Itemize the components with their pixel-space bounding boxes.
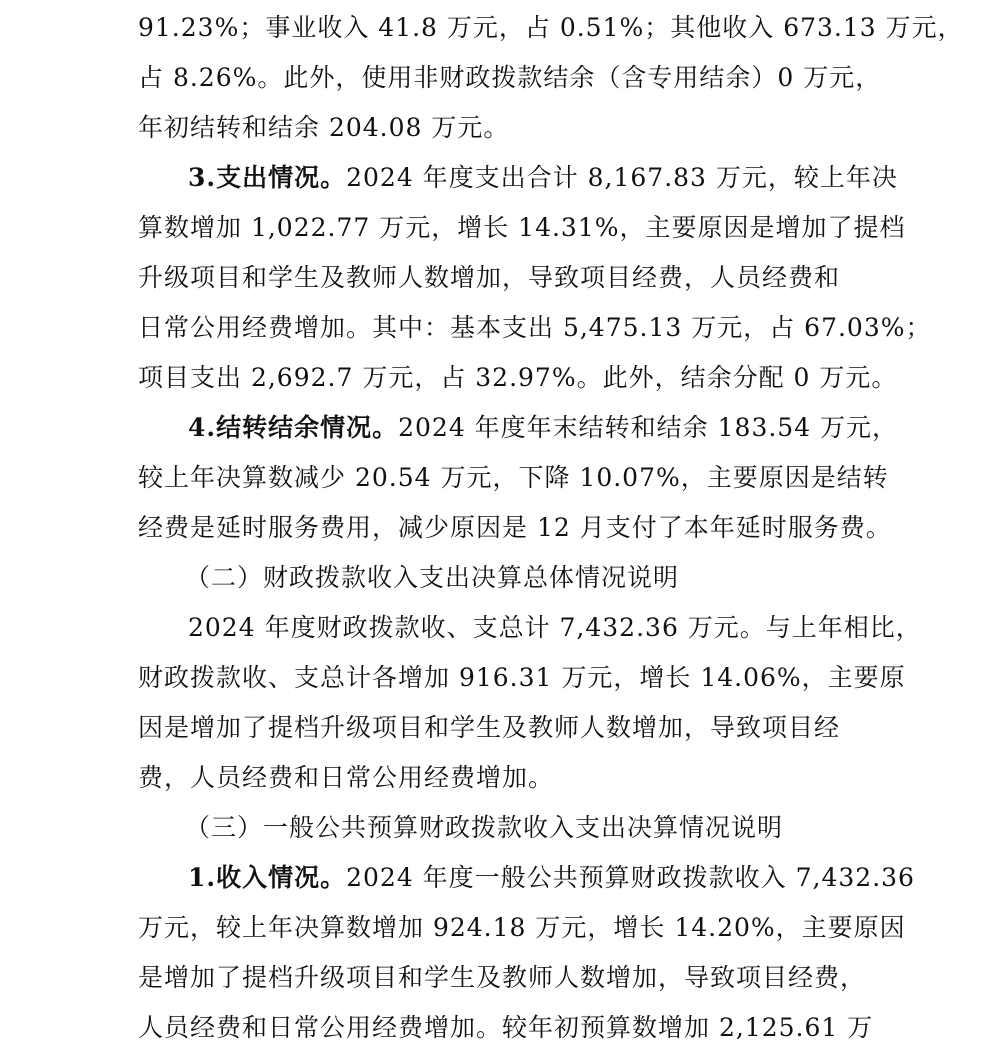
line-text: 升级项目和学生及教师人数增加，导致项目经费，人员经费和 <box>138 263 841 292</box>
line-text: 2024 年度一般公共预算财政拨款收入 7,432.36 <box>346 863 915 892</box>
text-line <box>138 753 878 803</box>
text-line <box>138 203 906 253</box>
line-text: 2024 年度财政拨款收、支总计 7,432.36 万元。与上年相比， <box>188 613 922 642</box>
paragraph-heading-line <box>188 153 928 203</box>
text-line <box>138 253 878 303</box>
line-text: 日常公用经费增加。其中：基本支出 5,475.13 万元，占 67.03%； <box>138 313 932 342</box>
subsection-title <box>185 803 925 853</box>
text-line <box>138 53 882 103</box>
line-text: 占 8.26%。此外，使用非财政拨款结余（含专用结余）0 万元， <box>138 63 882 92</box>
text-line <box>138 653 906 703</box>
text-line <box>138 1003 878 1053</box>
subsection-title <box>185 553 925 603</box>
text-line <box>138 703 878 753</box>
section-heading: 4.结转结余情况。 <box>188 413 399 442</box>
text-line <box>188 603 928 653</box>
paragraph-heading-line <box>188 403 928 453</box>
line-text: 年初结转和结余 204.08 万元。 <box>138 113 510 142</box>
line-text: 因是增加了提档升级项目和学生及教师人数增加，导致项目经 <box>138 713 841 742</box>
text-line <box>138 103 878 153</box>
text-line <box>138 453 889 503</box>
line-text: 财政拨款收、支总计各增加 916.31 万元，增长 14.06%，主要原 <box>138 663 906 692</box>
line-text: 万元，较上年决算数增加 924.18 万元，增长 14.20%，主要原因 <box>138 913 906 942</box>
section-heading: 3.支出情况。 <box>188 163 347 192</box>
text-line <box>138 953 878 1003</box>
line-text: 经费是延时服务费用，减少原因是 12 月支付了本年延时服务费。 <box>138 513 892 542</box>
line-text: 人员经费和日常公用经费增加。较年初预算数增加 2,125.61 万 <box>138 1013 874 1042</box>
line-text: 2024 年度年末结转和结余 183.54 万元， <box>398 413 899 442</box>
line-text: 是增加了提档升级项目和学生及教师人数增加，导致项目经费， <box>138 963 867 992</box>
paragraph-heading-line <box>188 853 928 903</box>
line-text: 91.23%；事业收入 41.8 万元，占 0.51%；其他收入 673.13 万元， <box>138 13 964 42</box>
line-text: 费，人员经费和日常公用经费增加。 <box>138 763 555 792</box>
line-text: （二）财政拨款收入支出决算总体情况说明 <box>185 563 680 592</box>
line-text: 算数增加 1,022.77 万元，增长 14.31%，主要原因是增加了提档 <box>138 213 906 242</box>
text-line <box>138 3 964 53</box>
text-line <box>138 353 898 403</box>
line-text: 项目支出 2,692.7 万元，占 32.97%。此外，结余分配 0 万元。 <box>138 363 898 392</box>
text-line <box>138 303 932 353</box>
line-text: 2024 年度支出合计 8,167.83 万元，较上年决 <box>346 163 898 192</box>
line-text: 较上年决算数减少 20.54 万元，下降 10.07%，主要原因是结转 <box>138 463 889 492</box>
section-heading: 1.收入情况。 <box>188 863 347 892</box>
line-text: （三）一般公共预算财政拨款收入支出决算情况说明 <box>185 813 784 842</box>
text-line <box>138 903 906 953</box>
text-line <box>138 503 892 553</box>
